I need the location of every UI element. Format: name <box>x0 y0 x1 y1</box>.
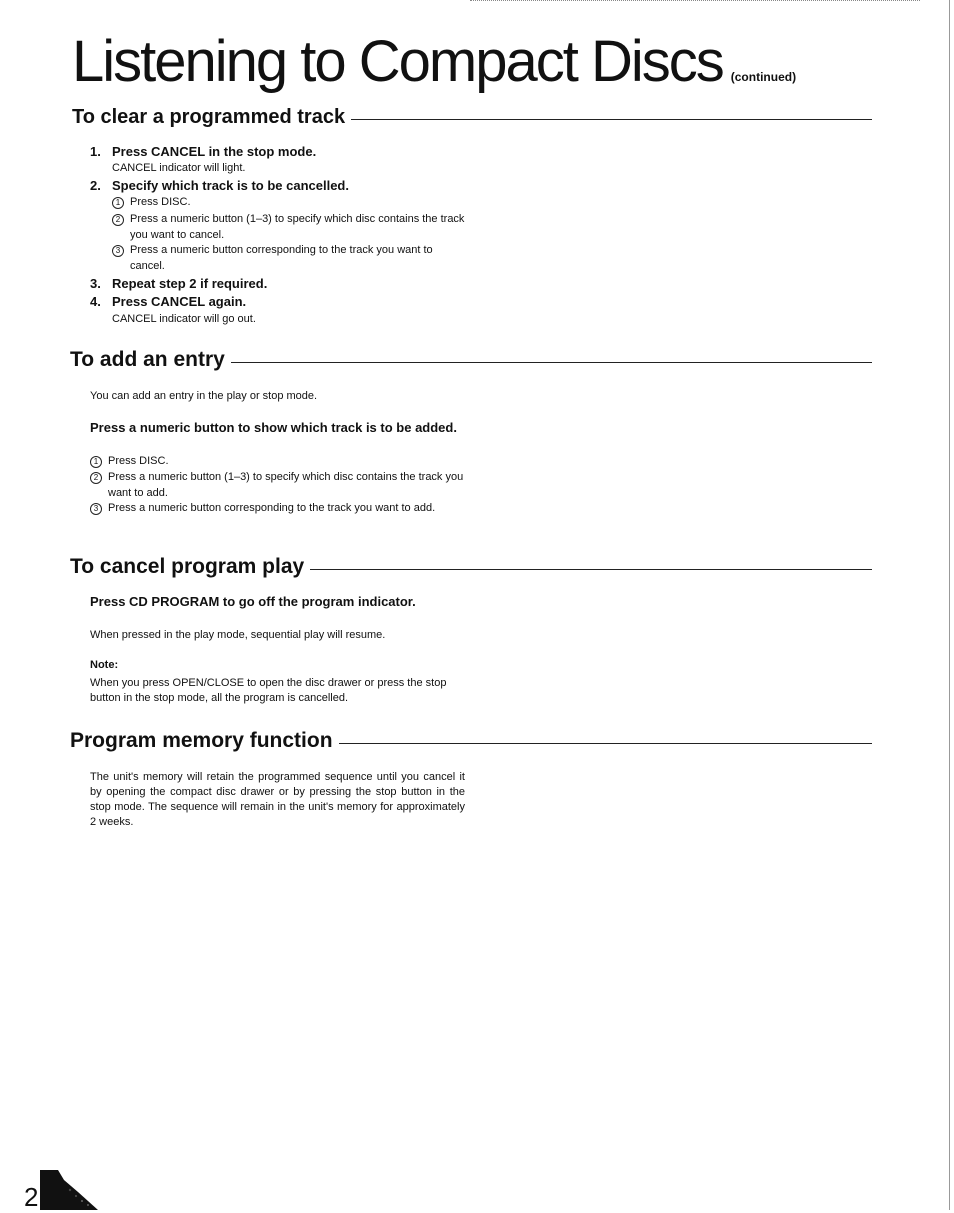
memory-text: The unit's memory will retain the programmed sequence until you cancel it by opening the compact disc drawer or by pressing the stop button in the stop mode. The sequence will remain in the unit's memory for approximately 2 weeks. <box>90 771 465 828</box>
substep-text: Press DISC. <box>130 196 191 208</box>
section-heading-add <box>70 348 872 372</box>
step-4-detail: CANCEL indicator will go out. <box>112 313 256 325</box>
clear-substep-3 <box>112 243 467 274</box>
substep-text: Press a numeric button (1–3) to specify which disc contains the track you want to cancel. <box>130 213 465 241</box>
step-1-detail: CANCEL indicator will light. <box>112 162 246 174</box>
step-number: 3. <box>90 276 101 291</box>
clear-substep-2 <box>112 212 467 243</box>
note-label: Note: <box>90 659 119 671</box>
step-text: Press CANCEL again. <box>112 294 247 309</box>
add-substep-3 <box>90 501 468 517</box>
step-text: Press CANCEL in the stop mode. <box>112 144 317 159</box>
circled-number-icon: 3 <box>112 245 124 257</box>
circled-number-icon: 1 <box>112 197 124 209</box>
step-text: Specify which track is to be cancelled. <box>112 178 349 193</box>
heading-rule <box>339 743 872 744</box>
section-heading-clear <box>72 106 872 129</box>
section-heading-add-text: To add an entry <box>70 348 225 371</box>
substep-text: Press a numeric button corresponding to the track you want to cancel. <box>130 244 433 272</box>
step-2 <box>90 178 349 193</box>
add-intro: You can add an entry in the play or stop mode. <box>90 390 318 402</box>
step-text: Repeat step 2 if required. <box>112 276 268 291</box>
section-heading-memory-text: Program memory function <box>70 729 333 752</box>
section-heading-cancel-program-text: To cancel program play <box>70 555 305 578</box>
step-3 <box>90 276 267 291</box>
circled-number-icon: 2 <box>112 214 124 226</box>
page-title-text: Listening to Compact Discs <box>72 29 723 94</box>
heading-rule <box>351 119 872 120</box>
note-text: When you press OPEN/CLOSE to open the disc drawer or press the stop button in the stop mode, all the program is cancelled. <box>90 677 447 704</box>
page-title <box>72 28 796 111</box>
step-4 <box>90 294 246 309</box>
step-number: 2. <box>90 178 101 193</box>
step-number: 4. <box>90 294 101 309</box>
clear-substep-1 <box>112 195 467 211</box>
heading-rule <box>231 362 872 363</box>
substep-text: Press a numeric button corresponding to the track you want to add. <box>108 502 436 514</box>
add-substep-1 <box>90 454 468 470</box>
page-number: 2 <box>24 1182 39 1212</box>
continued-label: (continued) <box>730 70 797 84</box>
substep-text: Press DISC. <box>108 455 169 467</box>
step-1 <box>90 144 316 159</box>
circled-number-icon: 1 <box>90 456 102 468</box>
section-heading-clear-text: To clear a programmed track <box>72 106 346 128</box>
cancel-program-instruction: Press CD PROGRAM to go off the program indicator. <box>90 594 416 609</box>
add-instruction: Press a numeric button to show which track is to be added. <box>90 420 457 435</box>
substep-text: Press a numeric button (1–3) to specify which disc contains the track you want to add. <box>108 471 464 499</box>
page-tab-mark <box>40 1170 98 1210</box>
section-heading-cancel-program <box>70 555 872 579</box>
step-number: 1. <box>90 144 101 159</box>
section-heading-memory <box>70 729 872 753</box>
circled-number-icon: 3 <box>90 503 102 515</box>
cancel-program-detail: When pressed in the play mode, sequential play will resume. <box>90 629 386 641</box>
circled-number-icon: 2 <box>90 472 102 484</box>
top-scan-rule <box>470 0 920 1</box>
page-edge <box>947 0 950 1210</box>
heading-rule <box>310 569 872 570</box>
add-substep-2 <box>90 470 468 501</box>
